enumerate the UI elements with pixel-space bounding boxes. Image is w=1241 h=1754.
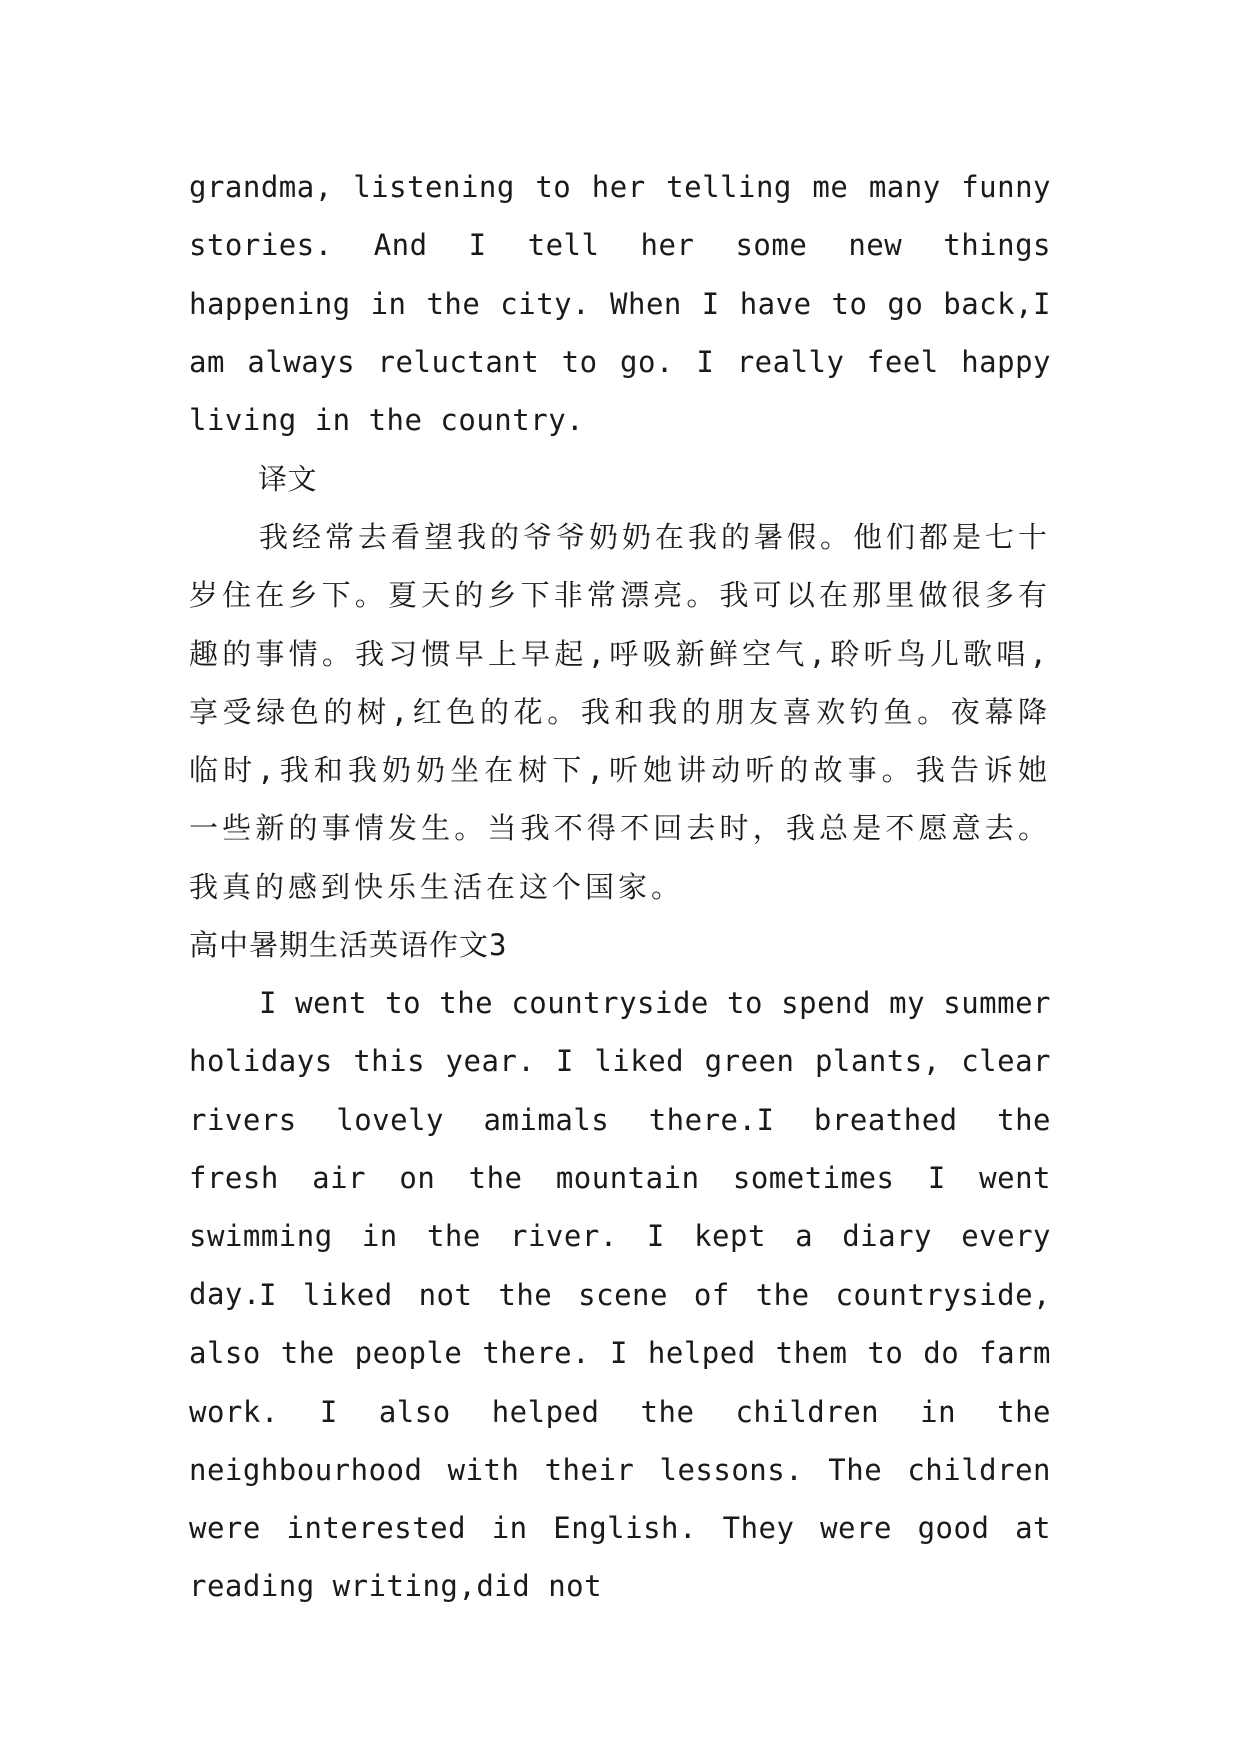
body-paragraph: I liked not the scene of the countryside, also the people there. I helped them to do farm work. I also helped the children in the neighbourhood with their lessons. The children were interested in English. They were good at reading writing,did not xyxy=(189,1278,1051,1604)
body-paragraph: I went to the countryside to spend my summer holidays this year. I liked green plants, clear rivers lovely amimals there.I breathed the fresh air on the mountain sometimes I went swimming in the river. I kept a diary every day. xyxy=(189,986,1051,1312)
body-paragraph: grandma, listening to her telling me many funny stories. And I tell her some new things happening in the city. When I have to go back,I am always reluctant to go. I really feel happy living in the country. xyxy=(189,170,1051,438)
translation-heading: 译文 xyxy=(258,462,318,496)
body-paragraph: 我经常去看望我的爷爷奶奶在我的暑假。他们都是七十岁住在乡下。夏天的乡下非常漂亮。我可以在那里做很多有趣的事情。我习惯早上早起,呼吸新鲜空气,聆听鸟儿歌唱,享受绿色的树,红色的花。我和我的朋友喜欢钓鱼。夜幕降临时,我和我奶奶坐在树下,听她讲动听的故事。我告诉她一些新的事情发生。当我不得不回去时，我总是不愿意去。我真的感到快乐生活在这个国家。 xyxy=(189,520,1052,904)
section-heading: 高中暑期生活英语作文3 xyxy=(189,928,508,962)
